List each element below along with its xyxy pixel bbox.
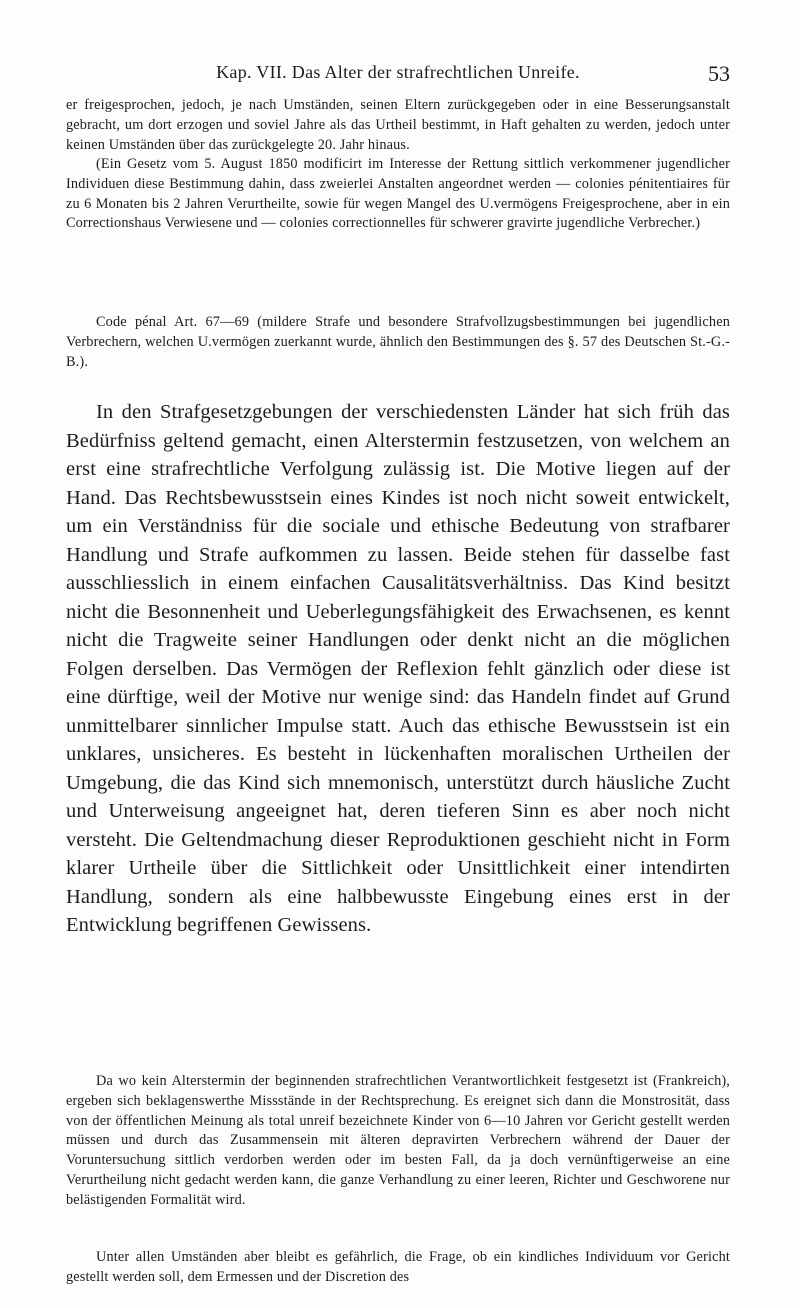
small-print-paragraph-frankreich: Da wo kein Alterstermin der beginnenden strafrechtlichen Verantwortlichkeit festgesetzt ist (Frankreich), ergeben sich beklagenswerthe Missstände in der Rechtsprechung. Es ereignet sich dann die Monstrosität, dass von der öffentlichen Meinung als total unreif bezeichnete Kinder von 6—10 Jahren vor Gericht gestellt werden müssen und durch das Zusammensein mit älteren depravirten Verbrechern während der Dauer der Voruntersuchung sittlich verdorben werden oder im besten Fall, da ja doch vernünftigerweise an eine Verurtheilung nicht gedacht werden kann, die ganze Verhandlung zu einer leeren, Richter und Geschworene nur belästigenden Formalität wird. [66,1073,730,1208]
small-print-paragraph-code-penal: Code pénal Art. 67—69 (mildere Strafe und besondere Strafvollzugsbestimmungen bei jugendlichen Verbrechern, welchen U.vermögen zuerkannt wurde, ähnlich den Bestimmungen des §. 57 des Deutschen St.-G.-B.). [66,314,730,370]
running-head [66,60,730,94]
small-print-paragraph-continued: er freigesprochen, jedoch, je nach Umständen, seinen Eltern zurückgegeben oder in eine Besserungsanstalt gebracht, um dort erzogen und soviel Jahre als das Urtheil bestimmt, in Haft gehalten zu werden, jedoch unter keinen Umständen über das zurückgelegte 20. Jahr hinaus. [66,97,730,153]
page-number: 53 [708,61,730,86]
running-title: Kap. VII. Das Alter der strafrechtlichen Unreife. [216,62,580,82]
small-print-paragraph-final: Unter allen Umständen aber bleibt es gefährlich, die Frage, ob ein kindliches Individuum vor Gericht gestellt werden soll, dem Ermessen und der Discretion des [66,1249,730,1285]
main-text-paragraph: In den Strafgesetzgebungen der verschiedensten Länder hat sich früh das Bedürfniss geltend gemacht, einen Alterstermin festzusetzen, von welchem an erst eine strafrechtliche Verfolgung zulässig ist. Die Motive liegen auf der Hand. Das Rechtsbewusstsein eines Kindes ist noch nicht soweit entwickelt, um ein Verständniss für die sociale und ethische Bedeutung von strafbarer Handlung und Strafe aufkommen zu lassen. Beide stehen für dasselbe fast ausschliesslich in einem einfachen Causalitätsverhältniss. Das Kind besitzt nicht die Besonnenheit und Ueberlegungsfähigkeit des Erwachsenen, es kennt nicht die Tragweite seiner Handlungen oder denkt nicht an die möglichen Folgen derselben. Das Vermögen der Reflexion fehlt gänzlich oder diese ist eine dürftige, weil der Motive nur wenige sind: das Handeln findet auf Grund unmittelbarer sinnlicher Impulse statt. Auch das ethische Bewusstsein ist ein unklares, unsicheres. Es besteht in lückenhaften moralischen Urtheilen der Umgebung, die das Kind sich mnemonisch, unterstützt durch häusliche Zucht und Unterweisung angeeignet hat, deren tieferen Sinn es aber noch nicht versteht. Die Geltendmachung dieser Reproduktionen geschieht nicht in Form klarer Urtheile über die Sittlichkeit oder Unsittlichkeit einer intendirten Handlung, sondern als eine halbbewusste Eingebung eines erst in der Entwicklung begriffenen Gewissens. [66,401,730,936]
small-print-paragraph-law-1850: (Ein Gesetz vom 5. August 1850 modificirt im Interesse der Rettung sittlich verkommener jugendlicher Individuen diese Bestimmung dahin, dass zweierlei Anstalten angeordnet werden — colonies pénitentiaires für zu 6 Monaten bis 2 Jahren Verurtheilte, sowie für wegen Mangel des U.vermögens Freigesprochene, aber in ein Correctionshaus Verwiesene und — colonies correctionnelles für schwerer gravirte jugendliche Verbrecher.) [66,156,730,232]
